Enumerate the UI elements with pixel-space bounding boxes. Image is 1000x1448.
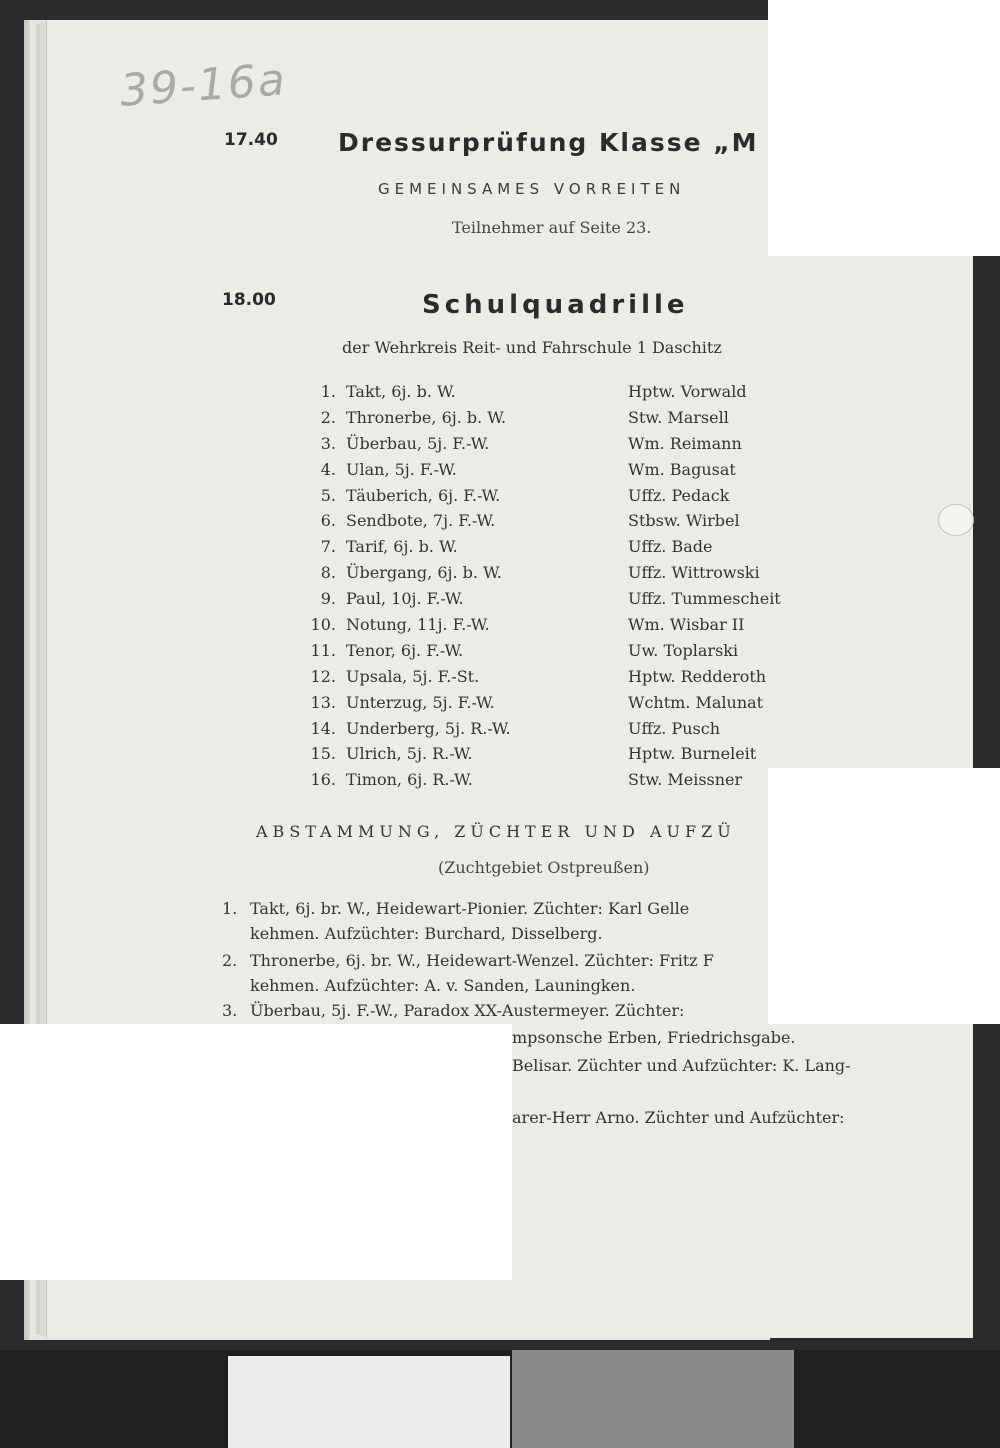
breeding-entry-number: 2. [222,951,238,970]
breeding-entry-text: Takt, 6j. br. W., Heidewart-Pionier. Züchter: Karl Gelle kehmen. Aufzüchter: Burchard, Disselberg. [250,899,690,943]
event-time-1800: 18.00 [222,290,276,310]
handwritten-note: 39-16a [118,54,289,117]
redaction-mask [768,768,1000,1024]
breeding-entry-text: Thronerbe, 6j. br. W., Heidewart-Wenzel. Züchter: Fritz F kehmen. Aufzüchter: A. v. Sanden, Launingken. [250,951,714,995]
event-time-1740: 17.40 [224,130,278,150]
roster-horse: Timon, 6j. R.-W. [346,770,473,790]
text-fragment: arer-Herr Arno. Züchter und Aufzüchter: [512,1108,845,1127]
roster-rider: Uw. Toplarski [628,640,739,660]
roster-number: 14. [310,718,336,738]
roster-number: 7. [320,537,336,557]
roster-row [300,563,820,589]
breeding-region: (Zuchtgebiet Ostpreußen) [438,858,650,877]
roster-horse: Paul, 10j. F.-W. [346,589,464,609]
roster-row [300,641,820,667]
roster-number: 10. [310,615,336,635]
roster-row [300,434,820,460]
roster-number: 13. [310,692,336,712]
roster-number: 3. [320,433,336,453]
text-fragment: mpsonsche Erben, Friedrichsgabe. [512,1028,796,1047]
redaction-mask [0,1024,512,1280]
event-title-quadrille: Schulquadrille [422,290,689,320]
roster-horse: Unterzug, 5j. F.-W. [346,692,495,712]
roster-rider: Stw. Marsell [628,407,729,427]
breeding-entry-number: 1. [222,899,238,918]
roster-horse: Tarif, 6j. b. W. [346,537,458,557]
participants-reference: Teilnehmer auf Seite 23. [452,218,652,237]
roster-row [300,486,820,512]
roster-horse: Thronerbe, 6j. b. W. [346,407,507,427]
roster-horse: Upsala, 5j. F.-St. [346,666,480,686]
roster-rider: Uffz. Tummescheit [628,589,781,609]
roster-row [300,693,820,719]
roster-rider: Wm. Wisbar II [628,615,745,635]
roster-horse: Übergang, 6j. b. W. [346,563,502,583]
roster-rider: Uffz. Pedack [628,485,730,505]
roster-horse: Ulrich, 5j. R.-W. [346,744,473,764]
event-subtitle: GEMEINSAMES VORREITEN [378,180,686,198]
roster-horse: Täuberich, 6j. F.-W. [346,485,501,505]
roster-number: 5. [320,485,336,505]
roster-number: 11. [310,640,336,660]
roster-horse: Sendbote, 7j. F.-W. [346,511,496,531]
roster-row [300,511,820,537]
roster-horse: Notung, 11j. F.-W. [346,615,490,635]
roster-horse: Underberg, 5j. R.-W. [346,718,511,738]
roster-row [300,770,820,796]
organizer-line: der Wehrkreis Reit- und Fahrschule 1 Daschitz [342,338,722,357]
roster-list [300,382,820,796]
roster-rider: Wchtm. Malunat [628,692,764,712]
roster-number: 8. [320,563,336,583]
roster-number: 16. [310,770,336,790]
roster-number: 4. [320,459,336,479]
breeding-entry-number: 3. [222,1001,238,1020]
roster-rider: Uffz. Bade [628,537,713,557]
roster-row [300,667,820,693]
roster-horse: Ulan, 5j. F.-W. [346,459,457,479]
roster-rider: Uffz. Pusch [628,718,720,738]
roster-horse: Überbau, 5j. F.-W. [346,433,490,453]
roster-rider: Hptw. Redderoth [628,666,767,686]
roster-number: 6. [320,511,336,531]
gray-swatch [512,1350,794,1448]
text-fragment: Belisar. Züchter und Aufzüchter: K. Lang- [512,1056,851,1075]
roster-rider: Stbsw. Wirbel [628,511,740,531]
roster-number: 2. [320,407,336,427]
roster-number: 1. [320,382,336,401]
roster-number: 12. [310,666,336,686]
roster-row [300,744,820,770]
roster-rider: Hptw. Vorwald [628,382,747,401]
roster-row [300,382,820,408]
roster-row [300,408,820,434]
roster-row [300,537,820,563]
white-swatch [228,1356,510,1448]
roster-row [300,719,820,745]
redaction-mask [768,0,1000,256]
roster-rider: Wm. Bagusat [628,459,736,479]
event-title-dressur: Dressurprüfung Klasse „M [338,128,759,157]
punch-hole [938,504,974,536]
breeding-heading: ABSTAMMUNG, ZÜCHTER UND AUFZÜ [256,822,736,841]
roster-number: 9. [320,589,336,609]
roster-row [300,589,820,615]
roster-rider: Stw. Meissner [628,770,743,790]
roster-rider: Hptw. Burneleit [628,744,757,764]
roster-row [300,460,820,486]
roster-number: 15. [310,744,336,764]
roster-rider: Wm. Reimann [628,433,742,453]
roster-row [300,615,820,641]
roster-horse: Tenor, 6j. F.-W. [346,640,464,660]
breeding-entry-text: Überbau, 5j. F.-W., Paradox XX-Austermeyer. Züchter: [250,1001,685,1020]
roster-horse: Takt, 6j. b. W. [346,382,456,401]
roster-rider: Uffz. Wittrowski [628,563,760,583]
